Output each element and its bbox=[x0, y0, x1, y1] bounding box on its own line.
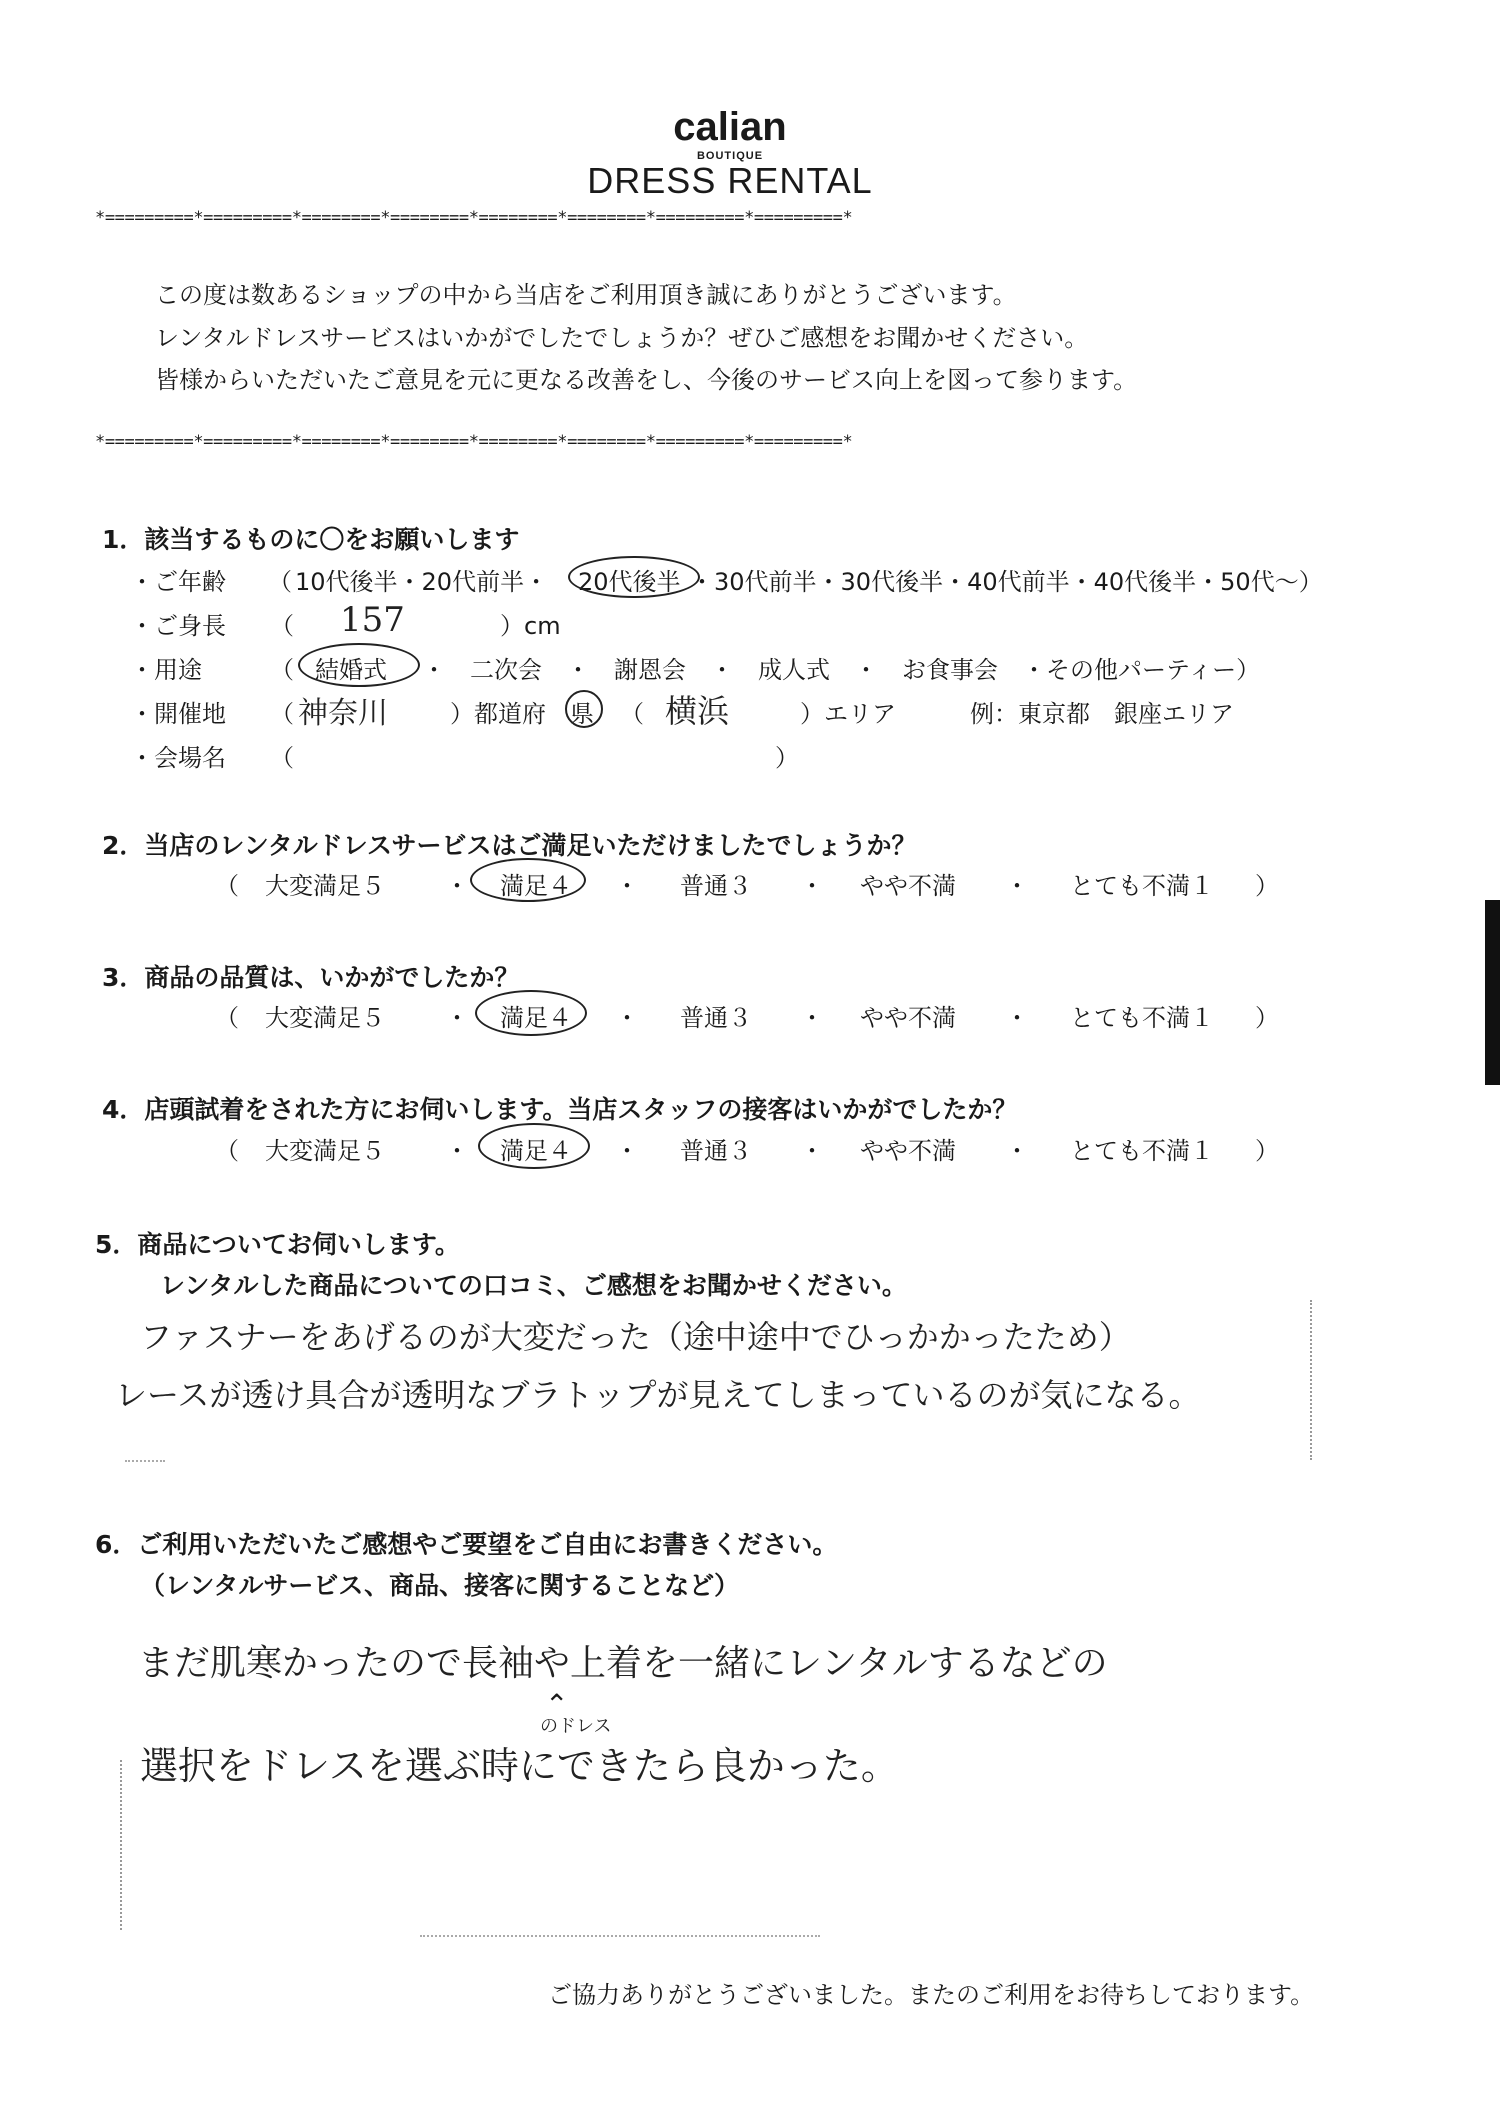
q2-dot-2: ・ bbox=[615, 872, 639, 900]
insert-caret-icon: ⌃ bbox=[545, 1688, 569, 1721]
venue-area-suffix: ）エリア bbox=[800, 700, 896, 728]
q5-answer-line-2[interactable]: レースが透け具合が透明なブラトップが見えてしまっているのが気になる。 bbox=[115, 1376, 1201, 1414]
venue-open: （ bbox=[270, 700, 294, 728]
purpose-selected[interactable]: 結婚式 bbox=[315, 656, 387, 684]
q4-close: ） bbox=[1255, 1137, 1279, 1165]
q3-option-3[interactable]: 普通３ bbox=[680, 1004, 752, 1032]
age-label: ・ご年齢 bbox=[130, 568, 226, 596]
intro-line-2: レンタルドレスサービスはいかがでしたでしょうか？ぜひご感想をお聞かせください。 bbox=[155, 324, 1089, 352]
q3-dot-2: ・ bbox=[615, 1004, 639, 1032]
q2-option-4[interactable]: 満足４ bbox=[500, 872, 572, 900]
q3-option-2[interactable]: やや不満 bbox=[860, 1004, 956, 1032]
q5-subtitle: レンタルした商品についての口コミ、ご感想をお聞かせください。 bbox=[160, 1271, 907, 1300]
q4-selected-circle bbox=[478, 1123, 590, 1169]
age-options-2: ・30代前半・30代後半・40代前半・40代後半・50代〜） bbox=[690, 568, 1323, 596]
purpose-label: ・用途 bbox=[130, 656, 202, 684]
document-title: DRESS RENTAL bbox=[587, 160, 873, 201]
q2-option-5[interactable]: 大変満足５ bbox=[265, 872, 385, 900]
venue-area-open: （ bbox=[620, 700, 644, 728]
q3-title: 3．商品の品質は、いかがでしたか？ bbox=[102, 963, 520, 992]
q2-dot-4: ・ bbox=[1005, 872, 1029, 900]
q4-option-5[interactable]: 大変満足５ bbox=[265, 1137, 385, 1165]
q6-answer-line-1[interactable]: まだ肌寒かったので長袖や上着を一緒にレンタルするなどの bbox=[138, 1643, 1108, 1684]
q3-rating-row bbox=[0, 998, 1500, 1038]
q2-dot-3: ・ bbox=[800, 872, 824, 900]
footer-thanks: ご協力ありがとうございました。またのご利用をお待ちしております。 bbox=[548, 1981, 1315, 2009]
venue-label: ・開催地 bbox=[130, 700, 226, 728]
height-value[interactable]: 157 bbox=[340, 600, 405, 640]
venue-pref-selected[interactable]: 県 bbox=[570, 700, 594, 728]
q2-rating-row bbox=[0, 866, 1500, 906]
q2-dot-1: ・ bbox=[445, 872, 469, 900]
venue-example: 例：東京都 銀座エリア bbox=[970, 700, 1234, 728]
age-open: （ bbox=[268, 568, 292, 596]
q4-option-3[interactable]: 普通３ bbox=[680, 1137, 752, 1165]
q6-box-bottom bbox=[420, 1935, 820, 1937]
q3-dot-1: ・ bbox=[445, 1004, 469, 1032]
hall-open: （ bbox=[270, 744, 294, 772]
brand-sub: BOUTIQUE bbox=[696, 150, 764, 162]
venue-area-value[interactable]: 横浜 bbox=[665, 692, 730, 730]
q2-title: 2．当店のレンタルドレスサービスはご満足いただけましたでしょうか？ bbox=[102, 831, 917, 860]
q3-open: （ bbox=[215, 1004, 239, 1032]
age-selected-circle bbox=[568, 556, 700, 598]
hall-label: ・会場名 bbox=[130, 744, 226, 772]
q2-close: ） bbox=[1255, 872, 1279, 900]
q4-open: （ bbox=[215, 1137, 239, 1165]
separator-top: *=========*=========*========*========*========*========*=========*=========* bbox=[95, 208, 853, 228]
purpose-selected-circle bbox=[298, 643, 420, 687]
q2-selected-circle bbox=[470, 858, 586, 902]
q6-insert-note: のドレス bbox=[540, 1716, 612, 1737]
q4-dot-3: ・ bbox=[800, 1137, 824, 1165]
q5-box-corner bbox=[125, 1460, 165, 1462]
q4-dot-1: ・ bbox=[445, 1137, 469, 1165]
hall-close: ） bbox=[775, 744, 799, 772]
q6-answer-line-2[interactable]: 選択をドレスを選ぶ時にできたら良かった。 bbox=[140, 1744, 899, 1788]
height-open: （ bbox=[270, 612, 294, 640]
venue-pref-suffix: ）都道府 bbox=[450, 700, 546, 728]
height-label: ・ご身長 bbox=[130, 612, 226, 640]
q3-dot-4: ・ bbox=[1005, 1004, 1029, 1032]
q5-answer-line-1[interactable]: ファスナーをあげるのが大変だった（途中途中でひっかかったため） bbox=[140, 1318, 1131, 1356]
venue-prefecture-value[interactable]: 神奈川 bbox=[298, 696, 388, 731]
q3-close: ） bbox=[1255, 1004, 1279, 1032]
q3-dot-3: ・ bbox=[800, 1004, 824, 1032]
q4-rating-row bbox=[0, 1131, 1500, 1171]
q2-option-1[interactable]: とても不満１ bbox=[1070, 872, 1214, 900]
q4-option-4[interactable]: 満足４ bbox=[500, 1137, 572, 1165]
q3-selected-circle bbox=[475, 990, 587, 1036]
q5-title: 5．商品についてお伺いします。 bbox=[95, 1230, 460, 1259]
height-unit: ）cm bbox=[500, 612, 561, 640]
q3-option-5[interactable]: 大変満足５ bbox=[265, 1004, 385, 1032]
q3-option-4[interactable]: 満足４ bbox=[500, 1004, 572, 1032]
brand-logo: calian bbox=[673, 105, 787, 149]
q4-option-2[interactable]: やや不満 bbox=[860, 1137, 956, 1165]
intro-line-1: この度は数あるショップの中から当店をご利用頂き誠にありがとうございます。 bbox=[155, 281, 1017, 309]
q4-option-1[interactable]: とても不満１ bbox=[1070, 1137, 1214, 1165]
q4-title: 4．店頭試着をされた方にお伺いします。当店スタッフの接客はいかがでしたか？ bbox=[102, 1095, 1018, 1124]
scan-edge-bar bbox=[1485, 900, 1500, 1085]
q6-title: 6．ご利用いただいたご感想やご要望をご自由にお書きください。 bbox=[95, 1530, 838, 1559]
q6-subtitle: （レンタルサービス、商品、接客に関することなど） bbox=[140, 1571, 740, 1600]
q2-option-2[interactable]: やや不満 bbox=[860, 872, 956, 900]
purpose-open: （ bbox=[270, 656, 294, 684]
intro-line-3: 皆様からいただいたご意見を元に更なる改善をし、今後のサービス向上を図って参ります。 bbox=[155, 366, 1138, 394]
q5-box-edge bbox=[1310, 1300, 1312, 1460]
age-options-1: 10代後半・20代前半・ bbox=[295, 568, 549, 596]
q4-dot-4: ・ bbox=[1005, 1137, 1029, 1165]
q2-open: （ bbox=[215, 872, 239, 900]
venue-pref-circle bbox=[565, 690, 603, 728]
q3-option-1[interactable]: とても不満１ bbox=[1070, 1004, 1214, 1032]
q2-option-3[interactable]: 普通３ bbox=[680, 872, 752, 900]
q6-box-edge bbox=[120, 1760, 122, 1930]
purpose-options: ・ 二次会 ・ 謝恩会 ・ 成人式 ・ お食事会 ・その他パーティー） bbox=[422, 656, 1261, 684]
q1-title: 1．該当するものに〇をお願いします bbox=[102, 525, 520, 554]
age-selected[interactable]: 20代後半 bbox=[578, 568, 681, 596]
separator-bottom: *=========*=========*========*========*========*========*=========*=========* bbox=[95, 432, 853, 452]
q4-dot-2: ・ bbox=[615, 1137, 639, 1165]
